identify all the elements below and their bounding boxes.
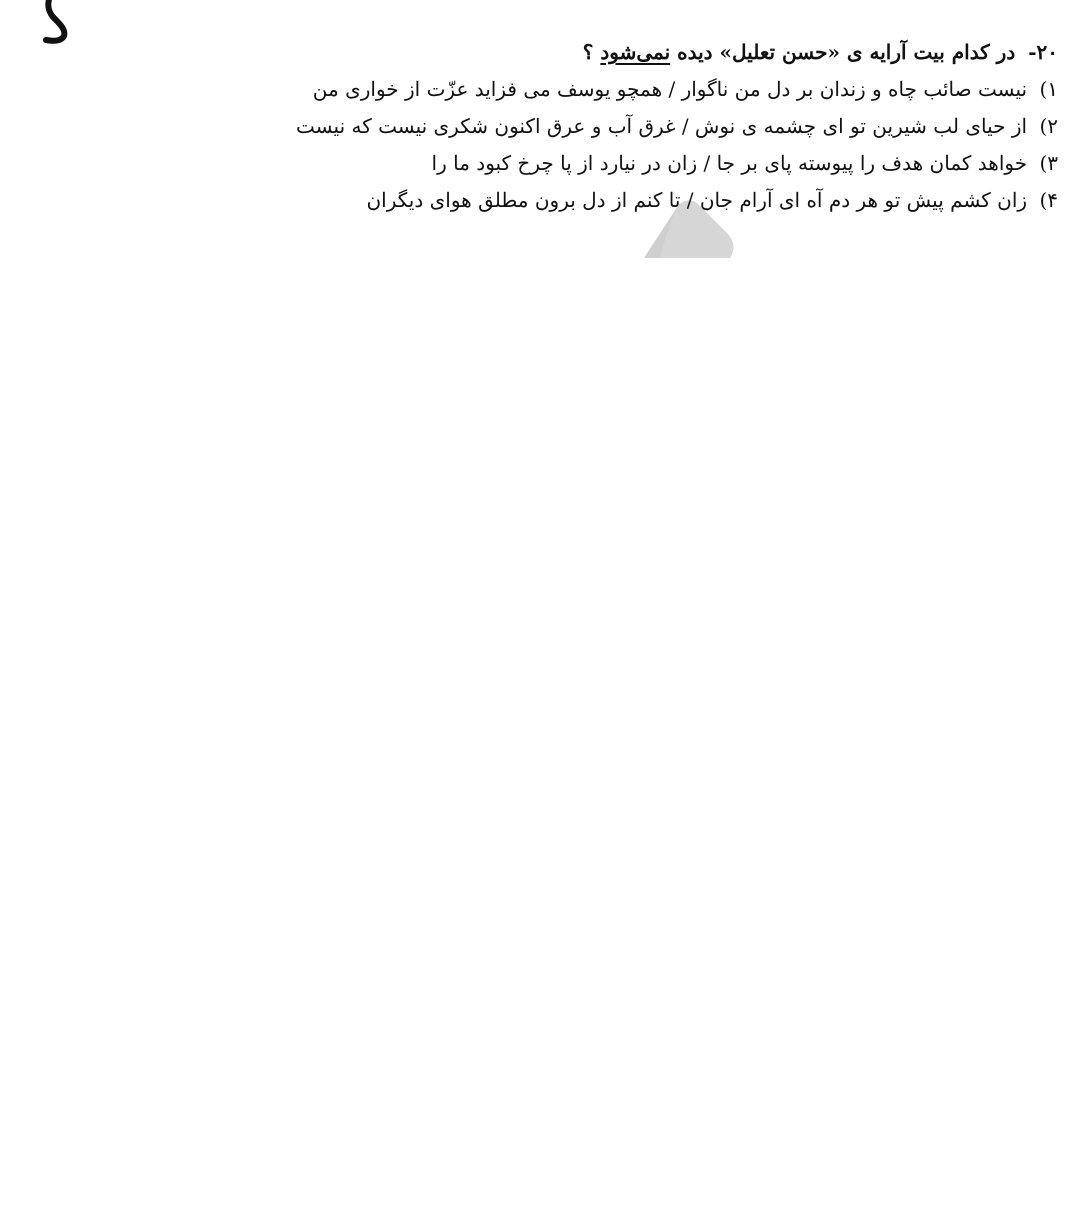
option-3[interactable] xyxy=(298,145,1058,182)
option-2[interactable] xyxy=(298,108,1058,145)
option-1-number: ۱) xyxy=(1039,77,1058,101)
option-4-number: ۴) xyxy=(1039,188,1058,212)
question-title-before: در کدام بیت آرایه ی «حسن تعلیل» دیده xyxy=(670,40,1016,64)
option-2-number: ۲) xyxy=(1039,114,1058,138)
question-number: ۲۰- xyxy=(1028,40,1058,64)
option-4[interactable] xyxy=(298,182,1058,219)
option-2-text: از حیای لب شیرین تو ای چشمه ی نوش / غرق آب و عرق اکنون شکری نیست که نیست xyxy=(296,114,1028,138)
option-4-text: زان کشم پیش تو هر دم آه ای آرام جان / تا کنم از دل برون مطلق هوای دیگران xyxy=(366,188,1028,212)
question-title-underlined: نمی‌شود xyxy=(600,40,671,64)
option-1[interactable] xyxy=(298,71,1058,108)
option-3-number: ۳) xyxy=(1039,151,1058,175)
option-1-text: نیست صائب چاه و زندان بر دل من ناگوار / همچو یوسف می فزاید عزّت از خواری من xyxy=(312,77,1028,101)
question-title xyxy=(298,34,1058,71)
question-block xyxy=(298,34,1058,219)
question-title-after: ؟ xyxy=(582,40,594,64)
exam-logo-icon xyxy=(28,0,218,44)
option-3-text: خواهد کمان هدف را پیوسته پای بر جا / زان در نیارد از پا چرخ کبود ما را xyxy=(431,151,1028,175)
